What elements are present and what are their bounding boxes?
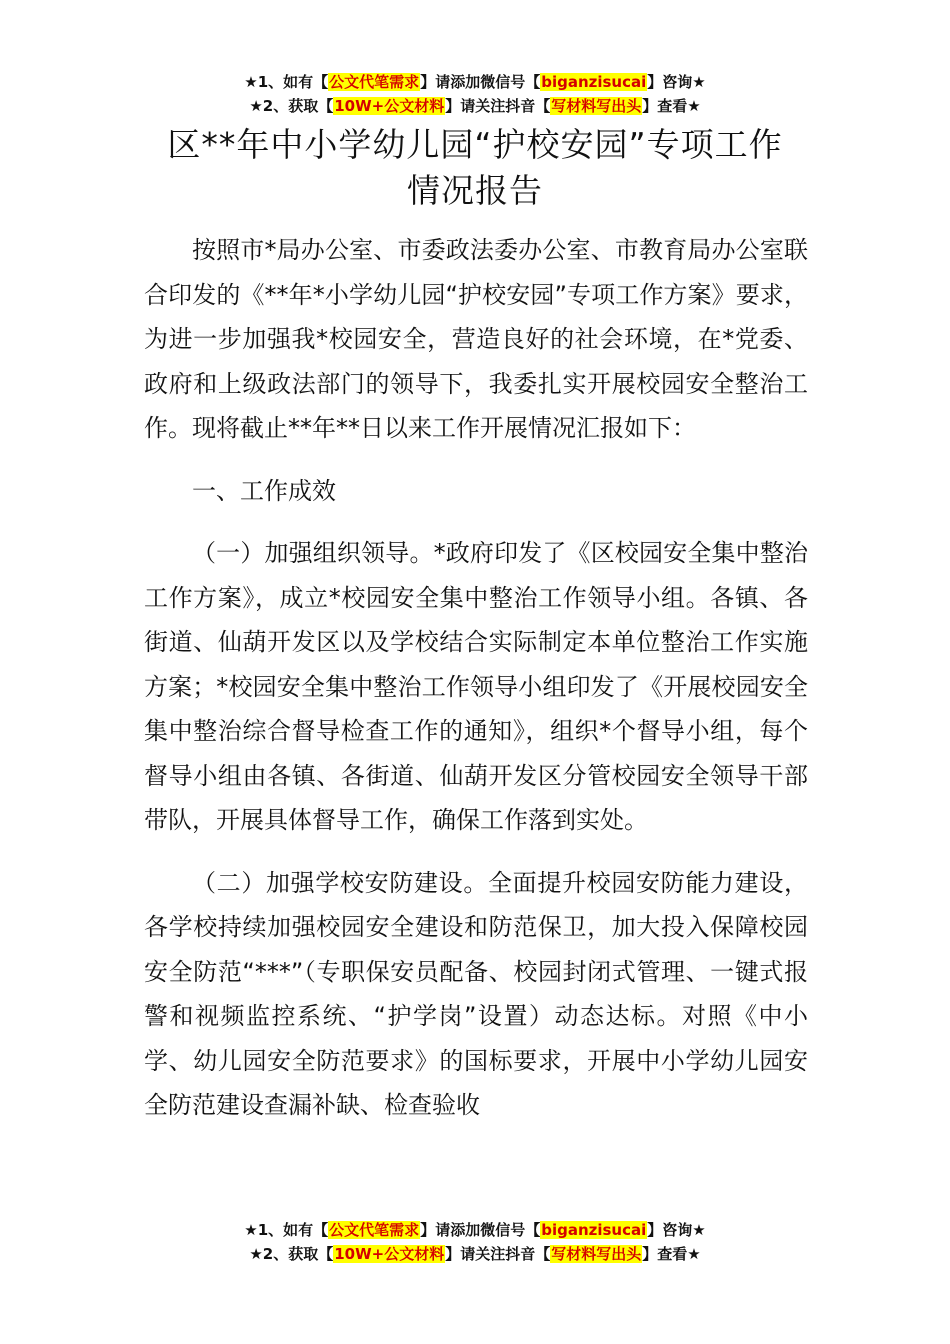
- banner-text: 】请添加微信号【: [420, 1221, 541, 1239]
- banner-text: 】请添加微信号【: [420, 73, 541, 91]
- footer-banner: [0, 1218, 950, 1266]
- banner-line-2: [0, 1242, 950, 1266]
- banner-line-1: [0, 70, 950, 94]
- intro-paragraph: 按照市*局办公室、市委政法委办公室、市教育局办公室联合印发的《**年*小学幼儿园“护校安园”专项工作方案》要求，为进一步加强我*校园安全，营造良好的社会环境，在*党委、政府和上级政法部门的领导下，我委扎实开展校园安全整治工作。现将截止**年**日以来工作开展情况汇报如下：: [144, 236, 808, 442]
- banner-text: ★2、获取【: [249, 97, 334, 115]
- banner-text: 】请关注抖音【: [445, 97, 551, 115]
- banner-line-2: [0, 94, 950, 118]
- banner-highlight: 写材料写出头: [551, 97, 642, 115]
- banner-text: 】查看★: [642, 97, 701, 115]
- banner-text: 】咨询★: [647, 73, 706, 91]
- banner-line-1: [0, 1218, 950, 1242]
- banner-highlight: biganzisucai: [541, 73, 647, 91]
- banner-text: 】请关注抖音【: [445, 1245, 551, 1263]
- banner-highlight: 公文代笔需求: [329, 73, 420, 91]
- section-heading: 一、工作成效: [192, 476, 336, 505]
- banner-text: 】查看★: [642, 1245, 701, 1263]
- paragraph-2: （二）加强学校安防建设。全面提升校园安防能力建设，各学校持续加强校园安全建设和防范保卫，加大投入保障校园安全防范“***”（专职保安员配备、校园封闭式管理、一键式报警和视频监控系统、“护学岗”设置）动态达标。对照《中小学、幼儿园安全防范要求》的国标要求，开展中小学幼儿园安全防范建设查漏补缺、检查验收: [144, 868, 808, 1119]
- header-banner: [0, 70, 950, 118]
- banner-text: 】咨询★: [647, 1221, 706, 1239]
- banner-text: ★2、获取【: [249, 1245, 334, 1263]
- banner-highlight: 10W+公文材料: [334, 1245, 445, 1263]
- banner-text: ★1、如有【: [244, 73, 329, 91]
- document-title: [120, 122, 830, 214]
- title-line-2: 情况报告: [407, 171, 543, 210]
- document-body: [144, 228, 808, 1128]
- paragraph-1: （一）加强组织领导。*政府印发了《区校园安全集中整治工作方案》，成立*校园安全集中整治工作领导小组。各镇、各街道、仙葫开发区以及学校结合实际制定本单位整治工作实施方案；*校园安全集中整治工作领导小组印发了《开展校园安全集中整治综合督导检查工作的通知》，组织*个督导小组，每个督导小组由各镇、各街道、仙葫开发区分管校园安全领导干部带队，开展具体督导工作，确保工作落到实处。: [144, 539, 808, 834]
- banner-highlight: 写材料写出头: [551, 1245, 642, 1263]
- banner-text: ★1、如有【: [244, 1221, 329, 1239]
- banner-highlight: biganzisucai: [541, 1221, 647, 1239]
- banner-highlight: 10W+公文材料: [334, 97, 445, 115]
- title-line-1: 区**年中小学幼儿园“护校安园”专项工作: [167, 125, 783, 164]
- banner-highlight: 公文代笔需求: [329, 1221, 420, 1239]
